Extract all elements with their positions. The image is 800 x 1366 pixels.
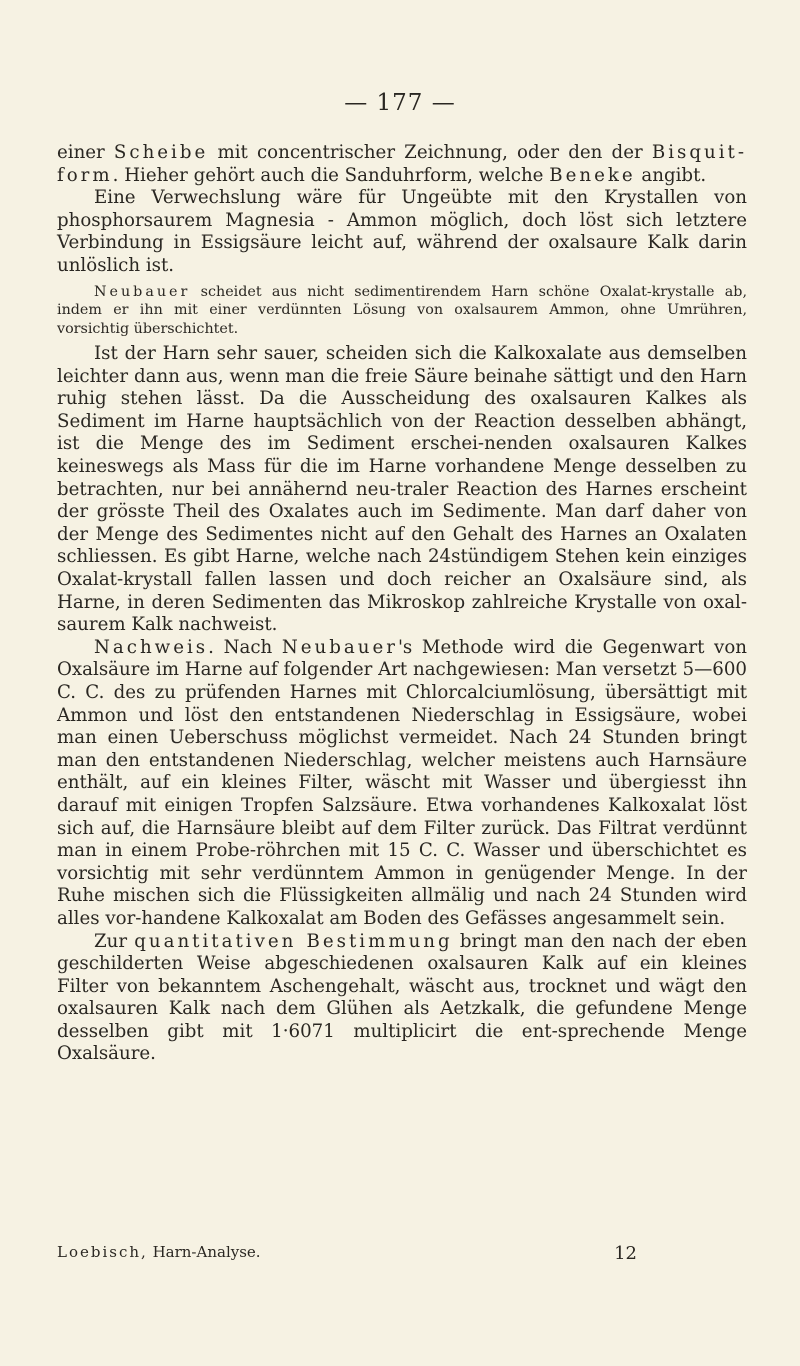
paragraph: [57, 931, 747, 1067]
text-run: Ist der Harn sehr sauer, scheiden sich die Kalkoxalate aus demselben leichter dann aus, wenn man die freie Säure beinahe sättigt und den Harn ruhig stehen lässt. Da die Ausscheidung des oxalsauren Kalkes als Sediment im Harne hauptsächlich von der Reaction desselben abhängt, ist die Menge des im Sediment erschei-nenden oxalsauren Kalkes keineswegs als Mass für die im Harne vorhandene Menge desselben zu betrachten, nur bei annähernd neu-traler Reaction des Harnes erscheint der grösste Theil des Oxalates auch im Sedimente. Man darf daher von der Menge des Sedimentes nicht auf den Gehalt des Harnes an Oxalaten schliessen. Es gibt Harne, welche nach 24stündigem Stehen kein einziges Oxalat-krystall fallen lassen und doch reicher an Oxalsäure sind, als Harne, in deren Sedimenten das Mikroskop zahlreiche Krystalle von oxal-saurem Kalk nachweist.: [57, 343, 747, 636]
text-run: einer: [57, 142, 114, 163]
text-run: angibt.: [635, 164, 707, 186]
text-run: Zur: [94, 930, 135, 952]
text-run: Eine Verwechslung wäre für Ungeübte mit den Krystallen von phosphorsaurem Magnesia - Ammon möglich, doch löst sich letztere Verbindung in Essigsäure leicht auf, während der oxalsaure Kalk darin unlöslich ist.: [57, 187, 747, 276]
spaced-emphasis-text: Neubauer: [94, 283, 191, 300]
paragraph: [57, 187, 747, 277]
text-run: . Nach: [208, 636, 282, 658]
page-number-header: — 177 —: [344, 90, 456, 116]
footer-author: Loebisch,: [57, 1243, 148, 1261]
spaced-emphasis-text: quantitativen Bestimmung: [134, 930, 453, 952]
spaced-emphasis-text: Nachweis: [94, 636, 209, 658]
paragraph: [57, 637, 747, 931]
footer-title: Harn-Analyse.: [152, 1243, 261, 1261]
spaced-emphasis-text: Scheibe: [113, 142, 209, 163]
text-run: mit concentrischer Zeichnung, oder den der: [208, 142, 652, 163]
signature-number: 12: [614, 1243, 637, 1264]
running-footer: [57, 1243, 261, 1264]
page-body: [57, 142, 747, 1066]
text-run: bringt man den nach der eben geschilderten Weise abgeschiedenen oxalsauren Kalk auf ein kleines Filter von bekanntem Aschengehalt, wäscht aus, trocknet und wägt den oxalsauren Kalk nach dem Glühen als Aetzkalk, die gefundene Menge desselben gibt mit 1·6071 multiplicirt die ent-sprechende Menge Oxalsäure.: [57, 930, 748, 1065]
paragraph: [57, 343, 747, 637]
spaced-emphasis-text: Neubauer: [281, 636, 398, 658]
paragraph: [57, 283, 747, 339]
text-run: scheidet aus nicht sedimentirendem Harn schöne Oxalat-krystalle ab, indem er ihn mit einer verdünnten Lösung von oxalsaurem Ammon, ohne Umrühren, vorsichtig überschichtet.: [57, 283, 747, 337]
spaced-emphasis-text: Beneke: [549, 164, 636, 186]
spaced-emphasis-text: Bisquit-form: [57, 142, 747, 186]
text-run: . Hieher gehört auch die Sanduhrform, welche: [112, 164, 550, 186]
paragraph: [57, 142, 747, 187]
page-footer: [57, 1243, 747, 1264]
text-run: 's Methode wird die Gegenwart von Oxalsäure im Harne auf folgender Art nachgewiesen: Man versetzt 5—600 C. C. des zu prüfenden Harnes mit Chlorcalciumlösung, übersättigt mit Ammon und löst den entstandenen Niederschlag in Essigsäure, wobei man einen Ueberschuss möglichst vermeidet. Nach 24 Stunden bringt man den entstandenen Niederschlag, welcher meistens auch Harnsäure enthält, auf ein kleines Filter, wäscht mit Wasser und übergiesst ihn darauf mit einigen Tropfen Salzsäure. Etwa vorhandenes Kalkoxalat löst sich auf, die Harnsäure bleibt auf dem Filter zurück. Das Filtrat verdünnt man in einem Probe-röhrchen mit 15 C. C. Wasser und überschichtet es vorsichtig mit sehr verdünntem Ammon in genügender Menge. In der Ruhe mischen sich die Flüssigkeiten allmälig und nach 24 Stunden wird alles vor-handene Kalkoxalat am Boden des Gefässes angesammelt sein.: [57, 636, 747, 929]
